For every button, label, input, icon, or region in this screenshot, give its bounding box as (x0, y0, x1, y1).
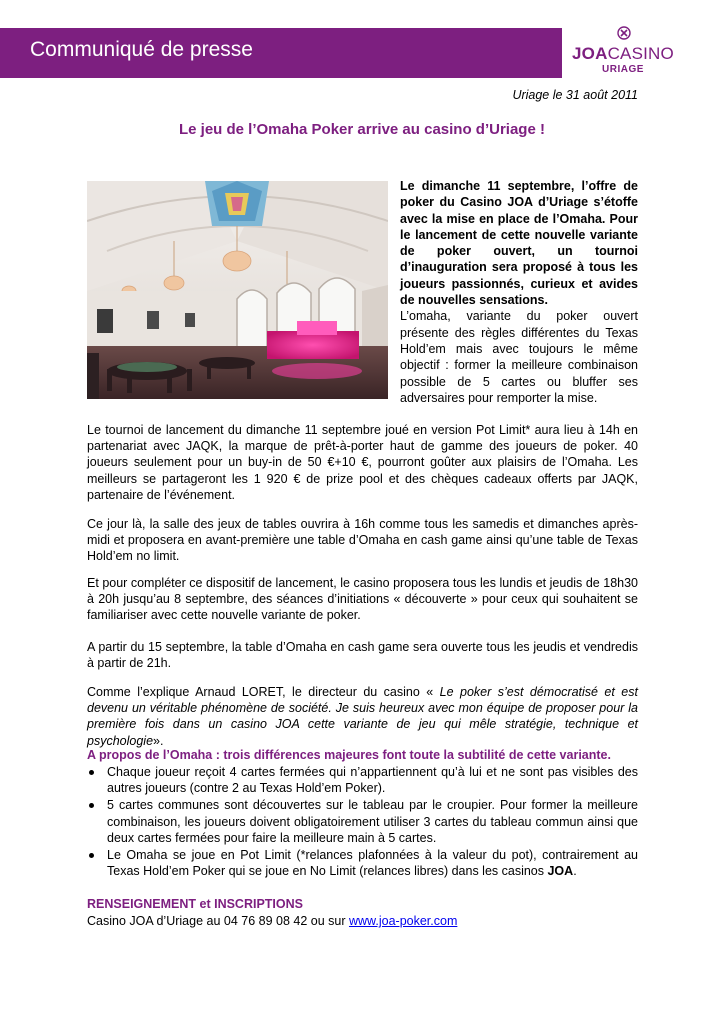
logo-wordmark (572, 44, 674, 64)
intro-text: L’omaha, variante du poker ouvert présente des règles différentes du Texas Hold’em mais avec toujours le même objectif : former la meilleure combinaison possible de 5 cartes ou bluffer ses adversaires pour remporter la mise. (400, 309, 638, 405)
contact-text: Casino JOA d’Uriage au 04 76 89 08 42 ou sur (87, 914, 349, 928)
about-heading: A propos de l’Omaha : trois différences majeures font toute la subtilité de cette variante. (87, 748, 611, 762)
bullet-text: 5 cartes communes sont découvertes sur le tableau par le croupier. Pour former la meilleure combinaison, les joueurs doivent obligatoirement utiliser 3 cartes du tableau commun ainsi que deux cartes fermées pour faire la meilleure main à 5 cartes. (107, 798, 638, 845)
paragraph-quote (87, 684, 638, 749)
quote-tail: ». (153, 733, 164, 748)
paragraph-initiation: Et pour compléter ce dispositif de lancement, le casino proposera tous les lundis et jeudis de 18h30 à 20h jusqu’au 8 septembre, des séances d’initiations « découverte » pour ceux qui souhaitent se familiariser avec cette nouvelle variante de poker. (87, 576, 638, 623)
paragraph-cash-game: A partir du 15 septembre, la table d’Omaha en cash game sera ouverte tous les jeudis et vendredis à partir de 21h. (87, 640, 638, 671)
joa-casino-logo (568, 26, 680, 80)
headline: Le jeu de l’Omaha Poker arrive au casino d’Uriage ! (179, 121, 545, 138)
contact-heading: RENSEIGNEMENT et INSCRIPTIONS (87, 897, 303, 911)
bullet-icon (89, 770, 94, 775)
website-link[interactable]: www.joa-poker.com (348, 914, 458, 928)
list-item (87, 764, 638, 796)
logo-casino: CASINO (607, 44, 674, 63)
list-item (87, 797, 638, 846)
quote-italic: Le poker s’est démocratisé et est devenu un véritable phénomène de société. Je suis heureux avec mon équipe de proposer pour la première fois dans un casino JOA cette variante de jeu qui mêle stratégie, technique et psychologie (87, 685, 638, 748)
paragraph-tournament: Le tournoi de lancement du dimanche 11 septembre joué en version Pot Limit* aura lieu à 14h en partenariat avec JAQK, la marque de prêt-à-porter haut de gamme des joueurs de poker. 40 joueurs seulement pour un buy-in de 50 €+10 €, pourront goûter aux plaisirs de l’Omaha. Les meilleurs se partageront les 1 920 € de prize pool et des chèques cadeaux offerts par JAQK, partenaire de l’événement. (87, 423, 638, 502)
logo-location: URIAGE (602, 64, 644, 75)
quote-lead: Comme l’explique Arnaud LORET, le directeur du casino « (87, 685, 440, 699)
contact-line (87, 914, 457, 928)
paragraph-tables: Ce jour là, la salle des jeux de tables ouvrira à 16h comme tous les samedis et dimanches après-midi et proposera en avant-première une table d’Omaha en cash game ainsi qu’une table de Texas Hold’em no limit. (87, 517, 638, 564)
bullet-end: . (573, 864, 577, 879)
header-banner (0, 28, 562, 78)
page-title: Communiqué de presse (30, 38, 253, 61)
intro-lead: Le dimanche 11 septembre, l’offre de poker du Casino JOA d’Uriage s’étoffe avec la mise en place de l’Omaha. Pour le lancement de cette nouvelle variante de poker ouvert, un tournoi d’inauguration sera proposé à tous les joueurs passionnés, curieux et avides de nouvelles sensations. (400, 179, 638, 308)
bullet-text: Le Omaha se joue en Pot Limit (*relances plafonnées à la valeur du pot), contrairement au Texas Hold’em Poker qui se joue en No Limit (relances libres) dans les casinos (107, 848, 638, 879)
list-item (87, 847, 638, 879)
bullet-text: Chaque joueur reçoit 4 cartes fermées qui n’appartiennent qu’à lui et ne sont pas visibles des autres joueurs (contre 2 au Texas Hold’em Poker). (107, 765, 638, 796)
logo-joa: JOA (572, 44, 608, 63)
casino-interior-photo (87, 181, 388, 399)
about-list (87, 764, 638, 880)
dateline: Uriage le 31 août 2011 (512, 88, 638, 102)
bullet-icon (89, 853, 94, 858)
bullet-bold-joa: JOA (547, 864, 574, 879)
casino-emblem-icon (617, 26, 631, 40)
intro-column (400, 178, 638, 406)
bullet-icon (89, 803, 94, 808)
